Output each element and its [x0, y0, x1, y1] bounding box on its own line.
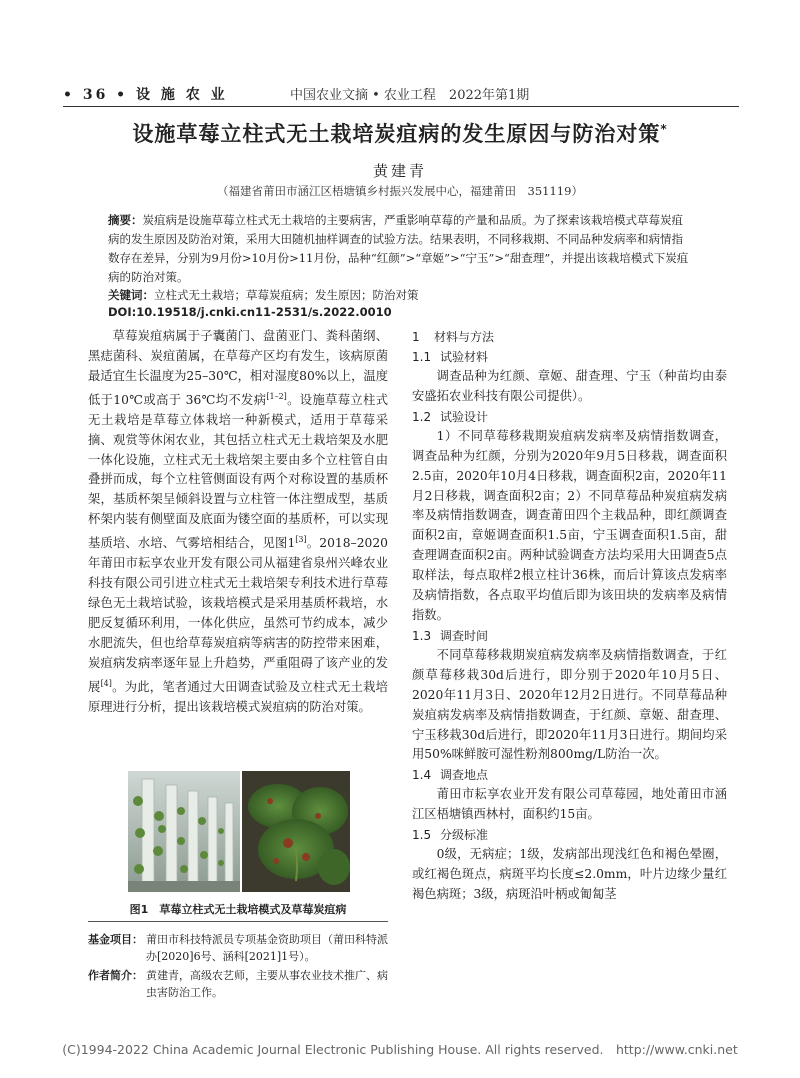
doi[interactable]	[108, 305, 693, 319]
fund-label: 基金项目：	[88, 933, 143, 946]
title-footnote-mark: *	[660, 122, 668, 136]
abstract	[108, 211, 693, 287]
running-header-journal: 中国农业文摘 • 农业工程 2022年第1期	[290, 88, 530, 103]
header-rule	[63, 106, 739, 107]
keywords-label: 关键词：	[108, 288, 154, 302]
fund-note	[88, 931, 388, 965]
citation-ref[interactable]: [4]	[100, 678, 112, 688]
section-number: 1.1	[412, 350, 432, 364]
left-column	[88, 327, 388, 718]
paragraph: 不同草莓移栽期炭疽病发病率及病情指数调查，于红颜草莓移栽30d后进行，即分别于2020年10月5日、2020年11月3日、2020年12月2日进行。不同草莓品种炭疽病发病率及病情指数调查，于红颜、章姬、甜查理、宁玉移栽30d后进行，即2020年11月3日进行。期间均采用50%咪鲜胺可湿性粉剂800mg/L防治一次。	[412, 647, 727, 762]
author-bio-label: 作者简介：	[88, 969, 143, 982]
figure-1	[128, 771, 350, 892]
footnotes	[88, 931, 388, 1003]
running-header-section: • 36 • 设 施 农 业	[63, 87, 228, 103]
author-affiliation: （福建省莆田市涵江区梧塘镇乡村振兴发展中心，福建莆田 351119）	[217, 184, 583, 198]
keywords-text: 立柱式无土栽培；草莓炭疽病；发生原因；防治对策	[154, 288, 419, 302]
section-title: 试验材料	[440, 350, 489, 364]
section-title: 调查地点	[440, 768, 489, 783]
doi-text: DOI:10.19518/j.cnki.cn11-2531/s.2022.0010	[108, 305, 392, 319]
citation-ref[interactable]: [3]	[295, 535, 307, 545]
section-number: 1.4	[412, 768, 432, 783]
section-title: 试验设计	[440, 409, 489, 424]
subsection-heading	[412, 765, 727, 785]
article-title	[0, 118, 800, 148]
keywords	[108, 287, 693, 303]
subsection-heading	[412, 825, 727, 845]
fund-text: 莆田市科技特派员专项基金资助项目（莆田科特派办[2020]6号、涵科[2021]1号）。	[146, 933, 388, 963]
subsection-heading	[412, 347, 727, 367]
footnote-rule	[88, 921, 388, 922]
section-number: 1.5	[412, 828, 432, 843]
title-text: 设施草莓立柱式无土栽培炭疽病的发生原因与防治对策	[132, 122, 661, 146]
subsection-heading	[412, 626, 727, 646]
intro-paragraph	[88, 327, 388, 718]
figure-1-image	[128, 771, 350, 892]
figure-1-caption: 图1 草莓立柱式无土栽培模式及草莓炭疽病	[129, 903, 347, 916]
citation-ref[interactable]: [1–2]	[266, 391, 287, 401]
author-bio-text: 黄建青，高级农艺师，主要从事农业技术推广、病虫害防治工作。	[146, 969, 388, 999]
intro-text-a: 草莓炭疽病属于子囊菌门、盘菌亚门、粪科菌纲、黑痣菌科、炭疽菌属，在草莓产区均有发生，该病原菌最适宜生长温度为25–30℃，相对湿度80%以上，温度低于10℃或高于 36℃均不发病	[88, 329, 388, 407]
paragraph: 调查品种为红颜、章姬、甜查理、宁玉（种苗均由泰安盛拓农业科技有限公司提供）。	[412, 369, 727, 403]
section-title: 调查时间	[440, 628, 489, 643]
author-note	[88, 967, 388, 1001]
intro-text-c: 。2018–2020年莆田市耘享农业开发有限公司从福建省泉州兴峰农业科技有限公司引进立柱式无土栽培架专利技术进行草莓绿色无土栽培试验，该栽培模式是采用基质杯栽培，水肥反复循环利用，一体化供应，虽然可节约成本，减少水肥流失，但也给草莓炭疽病等病害的防控带来困难，炭疽病发病率逐年显上升趋势，严重阻碍了该产业的发展	[88, 536, 388, 694]
paragraph: 莆田市耘享农业开发有限公司草莓园，地处莆田市涵江区梧塘镇西林村，面积约15亩。	[412, 787, 727, 822]
author-name: 黄建青	[372, 162, 427, 180]
section-number: 1.3	[412, 628, 432, 643]
section-title: 材料与方法	[434, 330, 495, 344]
abstract-text: 炭疽病是设施草莓立柱式无土栽培的主要病害，严重影响草莓的产量和品质。为了探索该栽培模式草莓炭疽病的发生原因及防治对策，采用大田随机抽样调查的试验方法。结果表明，不同移栽期、不同品种发病率和病情指数存在差异，分别为9月份>10月份>11月份，品种“红颜”>“章姬”>“宁玉”>“甜查理”，并提出该栽培模式下炭疽病的防治对策。	[108, 213, 689, 284]
right-column	[412, 327, 727, 905]
paragraph: 0级，无病症；1级，发病部出现浅红色和褐色晕圈，或红褐色斑点，病斑平均长度≤2.0mm，叶片边缘少量红褐色病斑；3级，病斑沿叶柄或匍匐茎	[412, 847, 727, 901]
copyright-footer: (C)1994-2022 China Academic Journal Electronic Publishing House. All rights reserved. http://www.cnki.net	[62, 1042, 738, 1057]
subsection-heading	[412, 407, 727, 427]
section-heading	[412, 327, 727, 347]
section-title: 分级标准	[440, 828, 489, 843]
intro-text-d: 。为此，笔者通过大田调查试验及立柱式无土栽培原理进行分析，提出该栽培模式炭疽病的防治对策。	[88, 679, 388, 714]
intro-text-b: 。设施草莓立柱式无土栽培是草莓立体栽培一种新模式，适用于草莓采摘、观赏等休闲农业，其包括立柱式无土栽培架及水肥一体化设施，立柱式无土栽培架主要由多个立柱管自由叠拼而成，每个立柱管侧面设有两个对称设置的基质杯架，基质杯架呈倾斜设置与立柱管一体注塑成型，基质杯架内装有侧壁面及底面为镂空面的基质杯，可以实现基质培、水培、气雾培相结合，见图1	[88, 392, 388, 551]
paragraph: 1）不同草莓移栽期炭疽病发病率及病情指数调查，调查品种为红颜，分别为2020年9月5日移栽，调查面积2.5亩，2020年10月4日移栽，调查面积2亩，2020年11月2日移栽，调查面积2亩；2）不同草莓品种炭疽病发病率及病情指数调查，调查莆田四个主栽品种，即红颜调查面积2亩，章姬调查面积1.5亩，宁玉调查面积1.5亩，甜查理调查面积2亩。两种试验调查方法均采用大田调查5点取样法，每点取样2根立柱计36株，而后计算该点发病率及病情指数，各点取平均值后即为该田块的发病率及病情指数。	[412, 428, 727, 622]
section-number: 1.2	[412, 409, 432, 424]
abstract-label: 摘要：	[108, 213, 143, 227]
section-number: 1	[412, 330, 420, 344]
